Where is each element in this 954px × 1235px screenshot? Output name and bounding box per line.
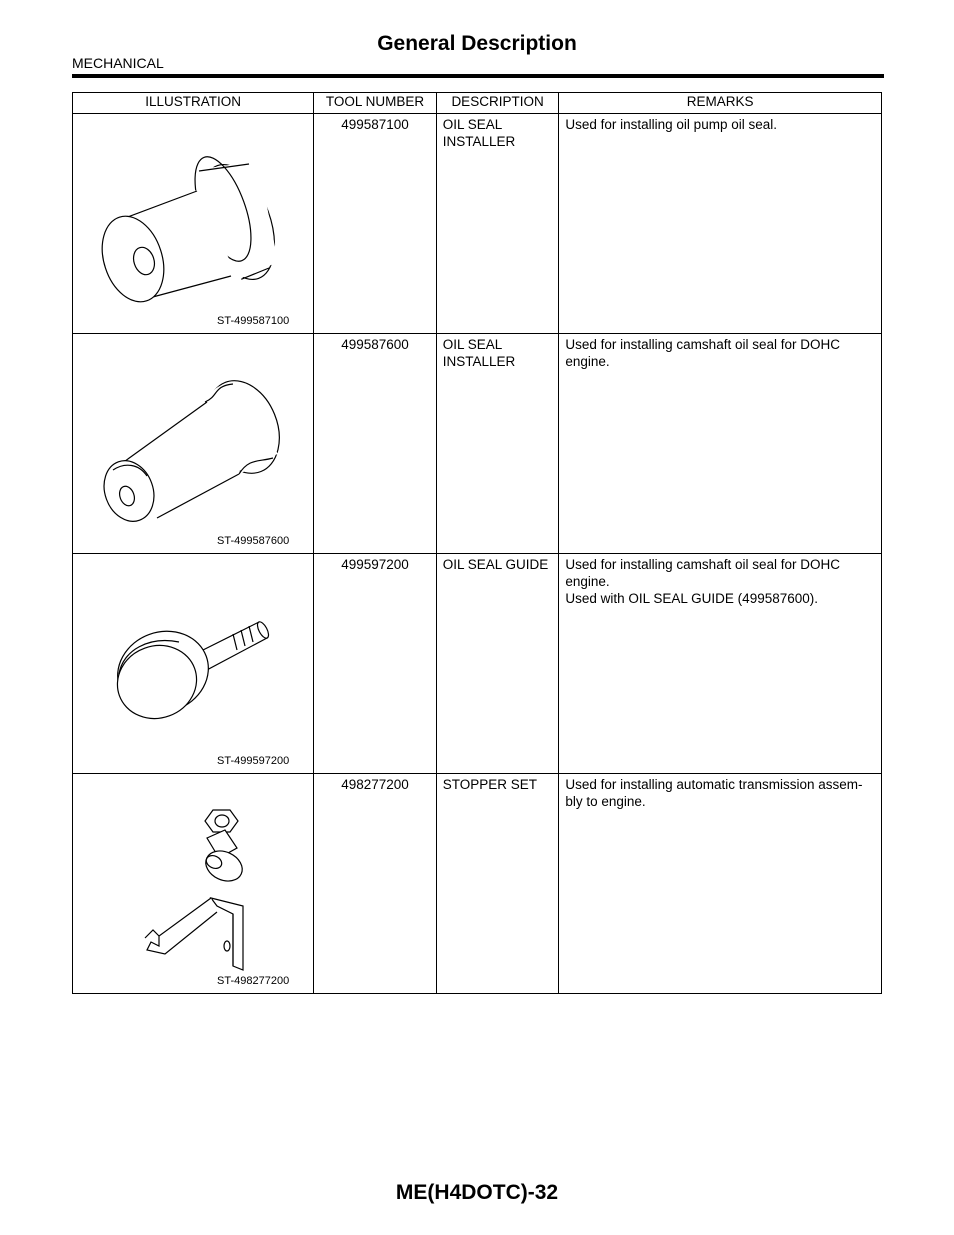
- tool-number: 498277200: [314, 774, 437, 994]
- figure-code: ST-499597200: [217, 755, 290, 767]
- remark-line: Used for installing camshaft oil seal for DOHC engine.: [565, 557, 840, 589]
- illustration-cell: [73, 774, 314, 994]
- stopper-set-icon: [73, 774, 313, 991]
- remark-line: Used with OIL SEAL GUIDE (499587600).: [565, 591, 818, 606]
- column-header-illustration: ILLUSTRATION: [73, 93, 314, 114]
- oil-seal-installer-icon: [73, 114, 313, 331]
- tool-remarks: [559, 114, 882, 334]
- page-title: General Description: [377, 32, 577, 55]
- remark-line: Used for installing oil pump oil seal.: [565, 117, 777, 132]
- column-header-description: DESCRIPTION: [436, 93, 559, 114]
- table-row: [73, 334, 882, 554]
- header-rule: [72, 74, 884, 78]
- tool-description: OIL SEAL GUIDE: [436, 554, 559, 774]
- column-header-tool-number: TOOL NUMBER: [314, 93, 437, 114]
- tool-description: STOPPER SET: [436, 774, 559, 994]
- illustration-cell: [73, 114, 314, 334]
- tool-number: 499597200: [314, 554, 437, 774]
- oil-seal-guide-icon: [73, 554, 313, 771]
- section-label: MECHANICAL: [72, 55, 164, 71]
- tools-table: [72, 92, 882, 994]
- remark-line: Used for installing camshaft oil seal for DOHC engine.: [565, 337, 840, 369]
- tool-remarks: [559, 774, 882, 994]
- figure-code: ST-499587600: [217, 535, 290, 547]
- illustration-cell: [73, 554, 314, 774]
- illustration-cell: [73, 334, 314, 554]
- tool-number: 499587100: [314, 114, 437, 334]
- tool-number: 499587600: [314, 334, 437, 554]
- oil-seal-installer-stepped-icon: [73, 334, 313, 551]
- tool-description: OIL SEAL INSTALLER: [436, 114, 559, 334]
- figure-code: ST-498277200: [217, 975, 290, 987]
- tool-remarks: [559, 554, 882, 774]
- table-row: [73, 554, 882, 774]
- tool-remarks: [559, 334, 882, 554]
- column-header-remarks: REMARKS: [559, 93, 882, 114]
- figure-code: ST-499587100: [217, 315, 290, 327]
- page-number: ME(H4DOTC)-32: [395, 1181, 559, 1204]
- tool-description: OIL SEAL INSTALLER: [436, 334, 559, 554]
- table-row: [73, 774, 882, 994]
- table-row: [73, 114, 882, 334]
- table-header-row: [73, 93, 882, 114]
- remark-line: Used for installing automatic transmission assem-bly to engine.: [565, 777, 863, 809]
